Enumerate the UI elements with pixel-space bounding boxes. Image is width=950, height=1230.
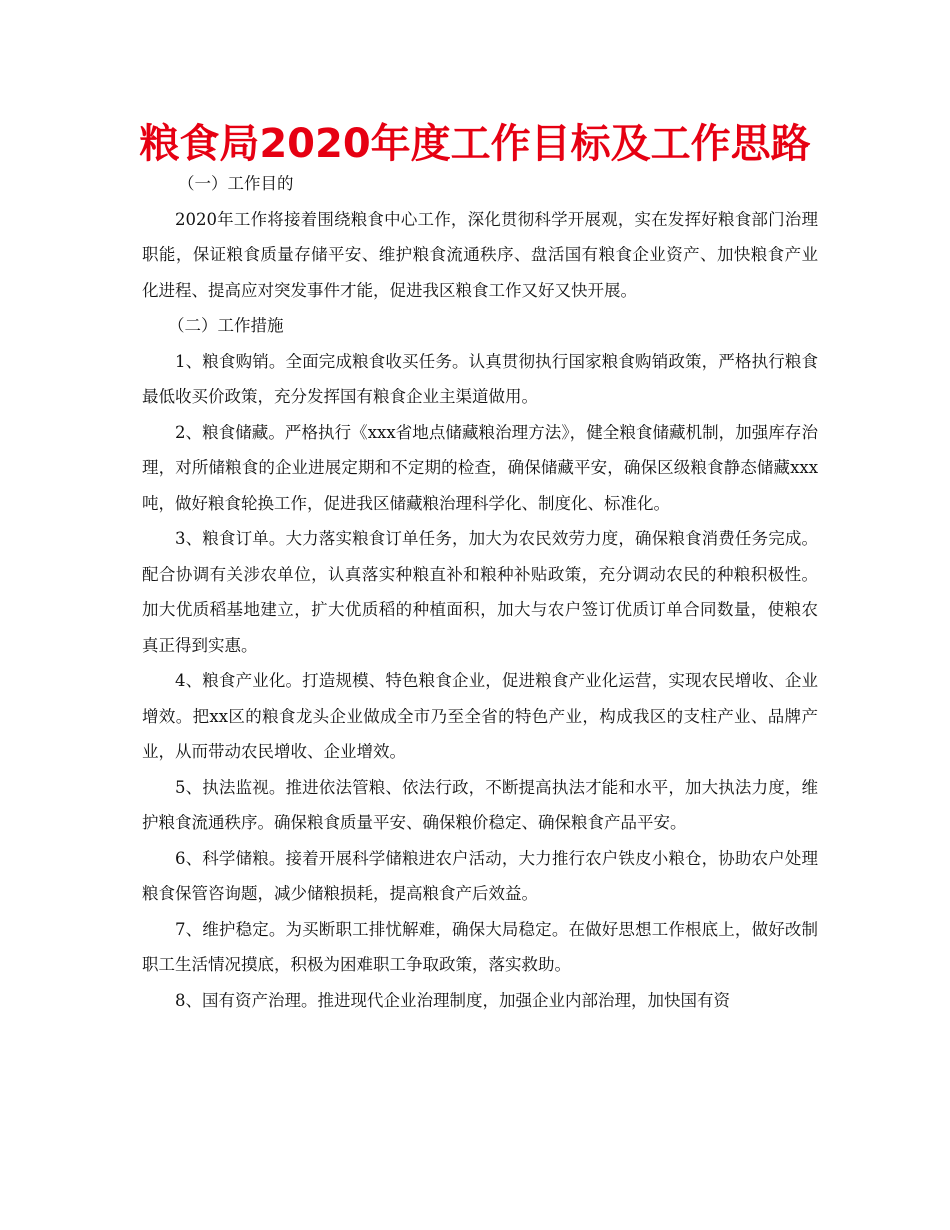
goals-paragraph: 2020年工作将接着围绕粮食中心工作，深化贯彻科学开展观，实在发挥好粮食部门治理职能，保证粮食质量存储平安、维护粮食流通秩序、盘活国有粮食企业资产、加快粮食产业化进程、提高应对突发事件才能，促进我区粮食工作又好又快开展。 [142, 209, 818, 300]
measure-paragraph-2: 2、粮食储藏。严格执行《xxx省地点储藏粮治理方法》，健全粮食储藏机制，加强库存治理，对所储粮食的企业进展定期和不定期的检查，确保储藏平安，确保区级粮食静态储藏xxx吨，做好粮食轮换工作，促进我区储藏粮治理科学化、制度化、标准化。 [142, 422, 818, 513]
measure-paragraph-1: 1、粮食购销。全面完成粮食收买任务。认真贯彻执行国家粮食购销政策，严格执行粮食最低收买价政策，充分发挥国有粮食企业主渠道做用。 [142, 351, 818, 406]
measure-paragraph-6: 6、科学储粮。接着开展科学储粮进农户活动，大力推行农户铁皮小粮仓，协助农户处理粮食保管咨询题，减少储粮损耗，提高粮食产后效益。 [142, 848, 818, 903]
measure-paragraph-4: 4、粮食产业化。打造规模、特色粮食企业，促进粮食产业化运营，实现农民增收、企业增效。把xx区的粮食龙头企业做成全市乃至全省的特色产业，构成我区的支柱产业、品牌产业，从而带动农民增收、企业增效。 [142, 671, 818, 761]
section-heading-goals: （一）工作目的 [178, 174, 294, 193]
measure-paragraph-5: 5、执法监视。推进依法管粮、依法行政，不断提高执法才能和水平，加大执法力度，维护粮食流通秩序。确保粮食质量平安、确保粮价稳定、确保粮食产品平安。 [142, 777, 818, 832]
document-title: 粮食局2020年度工作目标及工作思路 [139, 121, 811, 167]
section-heading-measures: （二）工作措施 [168, 316, 284, 335]
measure-paragraph-3: 3、粮食订单。大力落实粮食订单任务，加大为农民效劳力度，确保粮食消费任务完成。配合协调有关涉农单位，认真落实种粮直补和粮种补贴政策，充分调动农民的种粮积极性。加大优质稻基地建立，扩大优质稻的种植面积，加大与农户签订优质订单合同数量，使粮农真正得到实惠。 [142, 529, 818, 655]
measure-paragraph-8: 8、国有资产治理。推进现代企业治理制度，加强企业内部治理，加快国有资 [175, 990, 730, 1010]
document-body [142, 166, 818, 1018]
measure-paragraph-7: 7、维护稳定。为买断职工排忧解难，确保大局稳定。在做好思想工作根底上，做好改制职工生活情况摸底，积极为困难职工争取政策，落实救助。 [142, 919, 818, 974]
